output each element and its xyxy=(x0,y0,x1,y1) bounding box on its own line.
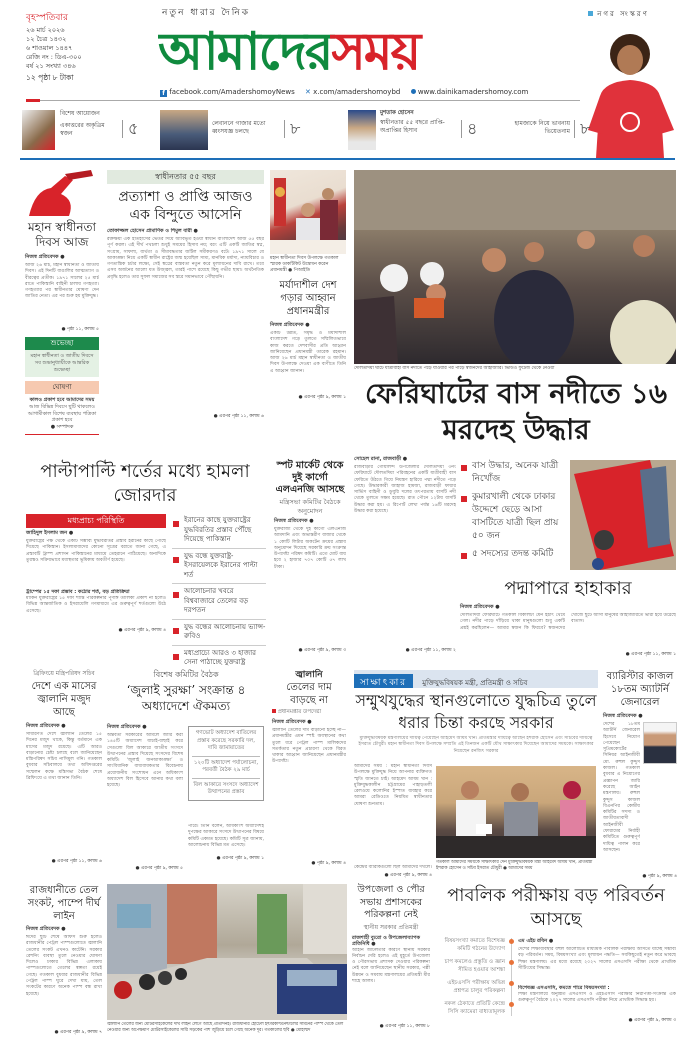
upazila-body: আইনি জটিলতার কারণে স্থানীয় সরকার নির্বাচন দেরি হলেও এই মুহূর্তে উপজেলা ও পৌরসভায় প্রশাসক দেওয়ার পরিকল্পনা নেই বলে জানিয়েছেন স্থানীয় সরকার, পল্লী উন্নয়ন ও সমবায় মন্ত্রণালয়ের প্রতিমন্ত্রী মীর শাহে আলম। xyxy=(352,947,430,984)
logo-red: সময় xyxy=(331,21,420,82)
interview-body: আমাদের সময় : মহান স্বাধীনতা দিবস উপলক্ষে মুক্তিযুদ্ধ নিয়ে আপনার ব্যক্তিগত স্মৃতি জানতে চাই। আহমেদ আযম খান : মুক্তিযুদ্ধকালীন চট্টগ্রামের পাহাড়তলী রেলওয়ে কলোনির ইস্পাত ব্যবহার করে আমরা রেডিওতে নিয়মিত স্বাধীনতার ঘোষণা শুনতাম। xyxy=(354,764,432,807)
july-highlight-box xyxy=(188,726,264,801)
pm-byline: নিজস্ব প্রতিবেদক ● xyxy=(270,322,310,328)
masthead-rule xyxy=(20,158,675,160)
lng-body: যুক্তরাজ্য থেকে দুই কার্গো এলএনজি আমদানি এবং অভ্যন্তরীণ বাজার থেকে ১ কোটি লিটার অকটেন ক্রয়ের প্রস্তাব অনুমোদন দিয়েছে সরকারি ক্রয় সংক্রান্ত উপদেষ্টা পরিষদ কমিটি। এতে মোট ব্যয় হবে ২ হাজার ৭০৭ কোটি ৫৭ লাখ টাকা। xyxy=(274,527,346,570)
interview-jump[interactable]: ● এরপর পৃষ্ঠা ৯, কলাম ৪ xyxy=(384,873,432,878)
pm-photo-caption: মহান স্বাধীনতা দিবস উপলক্ষে গতকাল স্মারক ডাকটিকিট উদ্বোধন করেন প্রধানমন্ত্রী ● পিআইডি xyxy=(270,256,339,273)
mideast-subhead: ট্রাম্পের ১৫ দফা প্রস্তাব : কঠোর শর্ত, বড় প্রতিক্রিয়া xyxy=(26,589,130,595)
issue-day: বৃহস্পতিবার xyxy=(26,13,68,23)
teaser-photo-politician xyxy=(160,110,208,150)
greeting-text: মহান স্বাধীনতা ও জাতীয় দিবসে সব শুভানুধ্যায়ীকে আন্তরিক শুভেচ্ছা xyxy=(25,350,99,377)
lead-headline[interactable]: প্রত্যাশা ও প্রাপ্তি আজও এক বিন্দুতে আসেনি xyxy=(118,189,253,223)
ferry-bullets xyxy=(460,460,566,561)
exam-story xyxy=(518,938,676,1024)
lead-story xyxy=(107,170,264,420)
exam-bullet: নকল ঠেকাতে প্রতিটি কেন্দ্রে সিসি ক্যামেরা বাধ্যতামূলক xyxy=(436,1001,505,1016)
fuel-price-story xyxy=(272,670,346,867)
interview-body-2: কেন্দ্রের ব্যারাকগুলো ছিল আমাদের দখলে। xyxy=(354,865,432,870)
logo-green: আমাদের xyxy=(158,21,332,82)
teaser-photo-musician xyxy=(22,110,55,150)
upazila-jump[interactable]: ● এরপর পৃষ্ঠা ১১, কলাম ৮ xyxy=(379,1023,430,1029)
padma-body: দৌলতদিয়া ফেরিঘাটে গতকাল বিকালটা যেন হঠাৎ থেমে গেল। নদীর পাড়ে দাঁড়িয়ে থাকা মানুষগুলো শুধু একটি প্রশ্নই করছিলেন— আমার স্বজন কি ফিরবে? স্বজনদের খোঁজে ছুটে আসা মানুষের আহাজারিতে ভারী হয়ে উঠেছে বাতাস। xyxy=(460,613,676,631)
fuel-price-body: জ্বালানি তেলের দাম বাড়ানো হচ্ছে না—প্রধানমন্ত্রীর এমন স্পষ্ট অবস্থানের কথা তুলে ধরে পেট্রল পাম্প মালিকদের সতর্কতার নতুন প্রচারণা থেকে বিরত থাকার আহ্বান জানিয়েছেন প্রধানমন্ত্রীর উপদেষ্টা। xyxy=(272,728,346,765)
facebook-icon: f xyxy=(160,90,167,97)
edition-text: নগর সংস্করণ xyxy=(597,10,649,18)
july-jump-2[interactable]: ● এরপর পৃষ্ঠা ৯, কলাম ১ xyxy=(216,856,264,861)
lng-jump[interactable]: ● এরপর পৃষ্ঠা ৯, কলাম ৩ xyxy=(298,648,346,653)
exam-bullet: চাপ কমলেও প্রস্তুতি ও জ্ঞান সীমিত হওয়ার আশঙ্কা xyxy=(436,959,505,974)
bullet-item: বাস উদ্ধার, অনেক যাত্রী নিখোঁজ xyxy=(460,460,566,486)
square-icon xyxy=(588,11,593,16)
jump-line[interactable]: ● পৃষ্ঠা ১১, কলাম ৫ xyxy=(61,327,99,332)
dot-icon xyxy=(509,960,514,965)
mideast-byline: জাহিদুল ইসলাম জন ● xyxy=(26,530,74,536)
mideast-body-2: মার্কিন যুক্তরাষ্ট্রের ১৫ দফা শান্তি পরিকল্পনার পূর্ণাঙ্গ তালিকা প্রকাশ না হলেও বিভিন্ন আন্তর্জাতিক ও ইসরায়েলি গণমাধ্যমে এর গুরুত্বপূর্ণ শর্তগুলো উঠে এসেছে। xyxy=(26,596,166,614)
teaser-1[interactable] xyxy=(20,108,155,152)
interview-photo-caption: গতকাল আমাদের সময়কে সাক্ষাৎকার দেন মুক্তিযুদ্ধবিষয়ক মন্ত্রী আহমেদ আযম খান, প্রতিমন্ত্রী ইশরাক হোসেন ও সচিব ইসরাত চৌধুরী ● আমাদের সময় xyxy=(436,860,593,871)
bullet-item: আলোচনার খবরে বিশ্ববাজারে তেলের বড় দরপতন xyxy=(172,587,266,620)
exam-headline[interactable]: পাবলিক পরীক্ষায় বড় পরিবর্তন আসছে xyxy=(447,885,665,930)
pm-headline[interactable]: মর্যাদাশীল দেশ গড়ার আহ্বান প্রধানমন্ত্রীর xyxy=(279,280,337,317)
teaser-page: ৮ xyxy=(574,120,590,138)
facebook-link[interactable]: facebook.com/AmadershomoyNews xyxy=(169,88,295,96)
website-link[interactable]: www.dainikamadershomoy.com xyxy=(417,88,529,96)
upazila-story xyxy=(352,884,430,1030)
fuel-price-byline: নিজস্ব প্রতিবেদক ● xyxy=(272,719,312,725)
issue-date-greg: ২৬ মার্চ ২০২৬ xyxy=(26,26,65,34)
dot-icon xyxy=(509,1002,514,1007)
july-jump[interactable]: ● এরপর পৃষ্ঠা ৯, কলাম ৫ xyxy=(135,866,183,871)
attorney-photo xyxy=(643,722,677,764)
fuel-stock-story xyxy=(26,670,102,865)
article-body: আজ ২৬ মার্চ, মহান স্বাধীনতা ও জাতীয় দিবস। এই দিনটি বাঙালির আত্মত্যাগ ও বীরত্বের প্রতীক। ১৯৭১ সালের ২৫ মার্চ রাতে পাকিস্তানি বাহিনী চালায় গণহত্যা। গণহত্যার পর স্বাধীনতার ঘোষণা দেন জাতির নেতা। এর পর শুরু হয় মুক্তিযুদ্ধ। xyxy=(25,263,99,300)
fuel-price-kicker: জ্বালানি xyxy=(295,670,323,680)
july-story xyxy=(107,670,265,714)
july-byline: নিজস্ব প্রতিবেদক ● xyxy=(107,724,147,730)
ferry-story-body xyxy=(354,456,456,654)
fuel-queue-photo xyxy=(107,884,347,1020)
fuel-price-headline[interactable]: তেলের দাম বাড়ছে না xyxy=(286,682,332,706)
oil-crisis-jump[interactable]: ● এরপর পৃষ্ঠা ৯, কলাম ৭ xyxy=(54,1030,102,1035)
teaser-kicker: মুশতাক হোসেন xyxy=(380,110,414,116)
attorney-jump[interactable]: ● পৃষ্ঠা ৯, কলাম ৪ xyxy=(642,874,677,879)
bullet-item: ৫ সদস্যের তদন্ত কমিটি xyxy=(460,548,566,561)
logo[interactable] xyxy=(158,20,578,84)
web-dot-icon xyxy=(411,89,416,94)
edition-label xyxy=(588,10,649,19)
lead-kicker: স্বাধীনতার ৫৫ বছর xyxy=(107,170,264,184)
ferry-jump[interactable]: ● এরপর পৃষ্ঠা ১১, কলাম ২ xyxy=(405,648,456,653)
teaser-title: একাত্তরের অকৃত্রিম স্বজন xyxy=(60,122,105,137)
july-body: অন্তর্বর্তী সরকারের আমলে জারি করা ১৪৫টি অধ্যাদেশ যাচাই-বাছাই করে সেগুলো বিল আকারে জাতীয় সংসদে উত্থাপনের প্রস্তাব দিয়েছে সংসদের বিশেষ কমিটি। ‘জুলাই জনআকাঙ্ক্ষা’ ও সাংবিধানিক বাধ্যবাধকতার বিবেচনায় প্রয়োজনীয় সংশোধন এনে অধিকাংশ অধ্যাদেশ বিল হিসেবে আনার কথা বলা হয়েছে। xyxy=(107,733,183,789)
july-headline[interactable]: ‘জুলাই সুরক্ষা’ সংক্রান্ত ৪ অধ্যাদেশে ঐকমত্য xyxy=(126,683,246,713)
headline[interactable]: মহান স্বাধীনতা দিবস আজ xyxy=(27,220,96,249)
upazila-deck: স্থানীয় সরকার প্রতিমন্ত্রী xyxy=(363,923,419,931)
pm-story xyxy=(270,170,346,401)
lng-deck: মন্ত্রিসভা কমিটির বৈঠকে অনুমোদন xyxy=(279,498,341,515)
lead-byline: তোফাজ্জল হোসেন প্রামাণিক ও শিমুল বারী ● xyxy=(107,228,198,234)
oil-crisis-body: ঈদের ছুটি শেষে অফিস শুরু হলেও রাজধানীর পেট্রল পাম্পগুলোতে জ্বালানি তেলের সংকট এখনও কাটেনি। সরকার রেশনিং ব্যবস্থা তুলে নেওয়ার ঘোষণা দিলেও ঢাকার বিভিন্ন এলাকায় পাম্পগুলোতে তেলের স্বল্পতা রয়েই গেছে। গতকাল বুধবার রাজধানীর বিভিন্ন পেট্রল পাম্প ঘুরে দেখা যায়, তেল সংকটের কারণে অনেক পাম্প বন্ধ রাখা হয়েছে। xyxy=(26,935,102,997)
interview-intro: মুক্তিযুদ্ধবিষয়ক মন্ত্রণালয়ের দায়িত্ব পেয়েছেন আহমেদ আযম খান। প্রতিমন্ত্রীর দায়িত্বে আছেন ইশরাক হোসেন এবং সচিবের দায়িত্বে ইসরাত চৌধুরী। মহান স্বাধীনতা দিবস উপলক্ষে সম্প্রতি এই তিনজন একটি যৌথ সাক্ষাৎকার দিয়েছেন আমাদের সময়কে। সাক্ষাৎকার নিয়েছেন রনজিৎ সরকার xyxy=(358,736,594,754)
bullet-item: যুদ্ধ বন্ধের আলোচনায় ভ্যান্স-রুবিও xyxy=(172,623,266,646)
july-body-col-2 xyxy=(188,824,264,862)
teaser-photo-columnist xyxy=(348,110,376,150)
x-link[interactable]: x.com/amadershomoybd xyxy=(313,88,401,96)
box-item: ১২০টি অধ্যাদেশ পর্যালোচনা, পরবর্তী বৈঠক ২৯ মার্চ xyxy=(192,757,260,779)
lng-byline: নিজস্ব প্রতিবেদক ● xyxy=(274,518,314,524)
mideast-story xyxy=(26,530,166,634)
mideast-bullets xyxy=(172,516,266,668)
lng-story xyxy=(274,460,346,654)
teaser-strip xyxy=(20,108,591,156)
interview-headline[interactable]: সম্মুখযুদ্ধের স্থানগুলোতে যুদ্ধচিত্র তুলে ধরার চিন্তা করছে সরকার xyxy=(355,691,597,732)
exam-body-2: শিক্ষা মন্ত্রণালয়ে অনুষ্ঠিত এসএসসি ও এইচএসসি পরীক্ষার নিরাপত্তা-সংক্রান্ত এক গুরুত্বপূর্ণ বৈঠকে ২০২৭ সালের এসএসসি পরীক্ষা নিয়ে প্রাথমিক সিদ্ধান্ত হয়। xyxy=(518,992,676,1004)
notice-text: আজ বিভিন্ন দিবসে ছুটি থাকলেও আগামীকাল বিশেষ ব্যবস্থায় পত্রিকা প্রকাশ হবে xyxy=(27,404,97,424)
notice-sign: ● সম্পাদক xyxy=(50,423,74,430)
photo-credit: ● আমাদের সময় xyxy=(503,865,533,871)
pm-body: একটি উন্নত, সমৃদ্ধ ও মর্যাদাশীল বাংলাদেশ গড়ে তুলতে সম্মিলিতভাবে কাজ করতে দেশবাসীর প্রতি আহ্বান জানিয়েছেন প্রধানমন্ত্রী তারেক রহমান। আজ ২৬ মার্চ মহান স্বাধীনতা ও জাতীয় দিবস উপলক্ষে দেওয়া এক বাণীতে তিনি এ আহ্বান জানান। xyxy=(270,331,346,374)
ferry-body: রাজবাড়ীর গোয়ালন্দ উপজেলার দৌলতদিয়া ৩নং ফেরিঘাটে দৌলতদিয়া পরিবহনের একটি যাত্রীবাহী বাস ফেরিতে উঠতে গিয়ে নিয়ন্ত্রণ হারিয়ে পদ্মা নদীতে পড়ে গেছে। উদ্ধারকারী জাহাজ হামজা, রাজবাড়ী ফায়ার সার্ভিস বাহিনী ও ডুবুরি দলের তৎপরতায় বাসটি নদী থেকে তুলতে সক্ষম হয়েছে। রাত পৌনে ১২টায় বাসটি উদ্ধার করা হয়। এ রিপোর্ট লেখা পর্যন্ত ১৬টি মরদেহ উদ্ধার করা হয়েছে। xyxy=(354,465,456,515)
exam-byline: এম এইচ রবিন ● xyxy=(518,938,554,944)
padma-byline: নিজস্ব প্রতিবেদক ● xyxy=(460,604,500,610)
mideast-label: মধ্যপ্রাচ্য পরিস্থিতি xyxy=(26,514,166,528)
ferry-headline[interactable]: ফেরিঘাটের বাস নদীতে ১৬ মরদেহ উদ্ধার xyxy=(364,377,668,446)
upazila-headline[interactable]: উপজেলা ও পৌর সভায় প্রশাসকের পরিকল্পনা নেই xyxy=(357,884,425,920)
dot-icon xyxy=(509,981,514,986)
fuel-stock-kicker: ব্রিফিংয়ে মন্ত্রিপরিষদ সচিব xyxy=(33,670,95,677)
independence-day-story xyxy=(25,170,99,435)
byline: নিজস্ব প্রতিবেদক ● xyxy=(25,254,65,260)
box-item: বিল আকারে সংসদে অধ্যাদেশ উত্থাপনের প্রস্তাব xyxy=(193,781,259,795)
fuel-price-deck: প্রধানমন্ত্রীর উপদেষ্টা xyxy=(272,709,346,716)
teaser-page: ৫ xyxy=(122,120,138,138)
interview-banner xyxy=(354,670,598,688)
notice-label: ঘোষণা xyxy=(25,381,99,394)
fuel-price-jump[interactable]: ● পৃষ্ঠা ৯, কলাম ৪ xyxy=(311,861,346,866)
exam-bullet: বিষয়সংখ্যা কমাতে বিশেষজ্ঞ কমিটি গঠনের উদ্যোগ xyxy=(436,938,505,953)
teaser-page: ৮ xyxy=(284,120,300,138)
tagline: নতুন ধারার দৈনিক xyxy=(162,8,250,18)
attorney-byline: নিজস্ব প্রতিবেদক ● xyxy=(603,713,643,719)
bullet-item: কুমারখালী থেকে ঢাকার উদ্দেশে ছেড়ে আসা বাসটিতে যাত্রী ছিল প্রায় ৫০ জন xyxy=(460,491,566,543)
exam-body: দেশের শিক্ষাব্যবস্থার বহুল আলোচিত মাধ্যমিক পাবলিক পরীক্ষায় আসতে যাচ্ছে সম্ভাব্য বড় পরিবর্তন। সময়, বিষয়সংখ্যা এবং মূল্যায়ন পদ্ধতি— সবকিছুতেই নতুন করে ভাবছে শিক্ষা মন্ত্রণালয়। এর মধ্যে রয়েছে ২০২৭ সালের এসএসসি পরীক্ষা থেকে প্রাথমিক সীটিংয়ের সিদ্ধান্ত। xyxy=(518,947,676,971)
bullet-item: যুদ্ধ বন্ধে যুক্তরাষ্ট্র-ইসরায়েলকে ইরানের পাল্টা শর্ত xyxy=(172,552,266,585)
exam-jump[interactable]: ● এরপর পৃষ্ঠা ৯, কলাম ৩ xyxy=(628,1018,676,1023)
mideast-headline[interactable]: পাল্টাপাল্টি শর্তের মধ্যে হামলা জোরদার xyxy=(40,461,250,506)
registration-number: রেজি নং : ডিএ-৩০০ xyxy=(26,53,82,61)
fuel-stock-byline: নিজস্ব প্রতিবেদক ● xyxy=(26,723,66,729)
photo-credit: ● পিআইডি xyxy=(288,268,311,273)
fuel-stock-jump[interactable]: ● এরপর পৃষ্ঠা ১১, কলাম ৬ xyxy=(51,859,102,864)
attorney-story xyxy=(603,670,677,880)
teaser-title: লেবাননে গাজার মতো ধ্বংসযজ্ঞ চলছে xyxy=(212,120,266,135)
exam-subhead: বিশেষজ্ঞ এসএসসি, কমতে পারে বিষয়সংখ্যা : xyxy=(518,985,610,991)
oil-crisis-story xyxy=(26,884,102,1036)
square-bullet-icon xyxy=(272,709,276,713)
attorney-body: দেশের ১৮তম অ্যাটর্নি জেনারেল হিসেবে নিয়োগ পেয়েছেন সুপ্রিমকোর্টের সিনিয়র আইনজীবী মো. রুহুল কুদ্দুস কাজল। গতকাল বুধবার এ নিয়োগের প্রজ্ঞাপন জারি করেছে আইন মন্ত্রণালয়। রুহুল কুদ্দুস কাজল বিএনপির কেন্দ্রীয় কমিটির সদস্য ও জাতীয়তাবাদী আইনজীবী ফোরামের নির্বাহী কমিটিতে গুরুত্বপূর্ণ দায়িত্ব পালন করে আসছেন। xyxy=(603,722,640,853)
july-body-2: পারে। তিনি বলেন, অধিকাংশ অধ্যাদেশই দুপক্ষের আকারে সংসদে উত্থাপনের বিষয়ে কমিটি একমত হয়েছে। কমিটি সূত্র জানায়, আলোচনায় বিভিন্ন মত এসেছে। xyxy=(188,824,264,848)
teaser-2[interactable] xyxy=(160,108,310,152)
mideast-body: যুক্তরাষ্ট্রের পক্ষ থেকে একটি সম্ভাব্য যুদ্ধবিরতির প্রস্তাব ইরানের কাছে পৌঁছে দিয়েছে পাকিস্তান। ইসলামাবাদের কোনো সূত্রের বরাতে জানা গেছে, এ প্রস্তাবটি ট্রাম্প প্রশাসন পাকিস্তানের মাধ্যমে তেহরানে পাঠিয়েছে। অন্যদিকে তুরস্কও সক্রিয়ভাবে মধ্যস্থতার ভূমিকায় অবতীর্ণ হয়েছে। xyxy=(26,539,166,563)
page-price: ১২ পৃষ্ঠা ৮ টাকা xyxy=(26,73,74,82)
interview-subject: মুক্তিযুদ্ধবিষয়ক মন্ত্রী, প্রতিমন্ত্রী ও সচিব xyxy=(422,679,528,687)
bullet-item: ইরানের কাছে যুক্তরাষ্ট্রের যুদ্ধবিরতির প্রস্তাব পৌঁছে দিয়েছে পাকিস্তান xyxy=(172,516,266,549)
pm-jump[interactable]: ● এরপর পৃষ্ঠা ৯, কলাম ১ xyxy=(298,395,346,400)
lead-body: রক্তক্ষয়ী এক ইতিহাসের ভেতর দিয়ে আবির্ভূত হওয়া স্বাধীন বাংলাদেশ আজ ৫৫ বছর পূর্ণ করল। এই দীর্ঘ পথচলা শুধুই সময়ের হিসাব নয়; বরং এটি একটি জাতির স্বপ্ন, সংগ্রাম, সাফল্য, ব্যর্থতা ও সীমাবদ্ধতার জটিল সমীকরণও বটে। ১৯৭১ সালে যে আকাঙ্ক্ষা নিয়ে একটি স্বাধীন রাষ্ট্রের জন্ম হয়েছিল সাম্য, মানবিক মর্যাদা, ন্যায়বিচার ও গণতান্ত্রিক চর্চার লক্ষ্যে, সেই স্বপ্নের বাস্তবতা নতুন করে মূল্যায়নের দাবি রাখে। তবে এসব অর্জনের আলো যত উজ্জ্বল, তারই পাশে রয়েছে কিছু গভীর ছায়া। অর্থনৈতিক প্রবৃদ্ধি হলেও তার সুফল সমাজের সব স্তরে সমানভাবে পৌঁছায়নি। xyxy=(107,237,264,280)
teaser-kicker: বিশেষ আয়োজন xyxy=(60,110,100,117)
teaser-page: ৪ xyxy=(461,120,477,138)
interview-photo xyxy=(436,766,596,858)
teaser-3[interactable] xyxy=(348,108,503,152)
exam-bullets xyxy=(436,938,512,1016)
independence-illustration xyxy=(25,170,99,216)
box-item: গণভোট অধ্যাদেশ বাতিলের প্রস্তাব করেছে সরকারি দল, দাবি জামায়াতের xyxy=(192,730,260,757)
ferry-photo-caption: দৌলতদিয়া ঘাটে যাত্রীবাহী বাস নদীতে পড়ে যাওয়ার পর পাড়ে স্বজনদের আহাজারি। ভিডিও ফুটেজ থেকে নেওয়া xyxy=(354,366,555,371)
fuel-queue-caption: জ্বালানি তেলের জন্য মোটরসাইকেলের দীর্ঘ লাইন লেগে আছে প্রতিদিনই। রাজধানীর হোটেল ইন্টারকন্টিনেন্টালের সামনের পাম্প থেকে তেল নেওয়ার জন্য অপেক্ষমাণ মোটরসাইকেলের সারি সড়কের পাশ জুড়িয়ে চলে গেছে অনেক দূর। গতকালের ছবি ● মোহাম্মদ xyxy=(107,1022,344,1033)
oil-crisis-byline: নিজস্ব প্রতিবেদক ● xyxy=(26,926,66,932)
bus-photo xyxy=(570,460,676,570)
teaser-4[interactable] xyxy=(510,108,600,152)
ferry-crowd-photo xyxy=(354,170,676,364)
interview-body-col xyxy=(354,764,432,879)
exam-bullet: এইচএসসি পরীক্ষায় অভিন্ন প্রশ্নপত্র চালুর পরিকল্পনা xyxy=(436,980,505,995)
greeting-label: শুভেচ্ছা xyxy=(25,337,99,350)
issue-date-hijri: ৬ শাওয়াল ১৪৪৭ xyxy=(26,44,73,52)
teaser-title: হামজাকে নিয়ে ভাবনায় ভিয়েতনাম xyxy=(514,120,570,135)
padma-story xyxy=(460,604,676,658)
fuel-stock-body: সাধারণত দেশে জ্বালানি তেলের ১৫ দিনের মজুদ থাকে, কিন্তু বর্তমানে এক মাসের মজুদ রয়েছে। এটি আরও বাড়ানোর চেষ্টা চলছে বলে জানিয়েছেন মন্ত্রিপরিষদ সচিব নাসিমুল গনি। গতকাল বুধবার সচিবালয়ে তথ্য অধিদপ্তরের সম্মেলন কক্ষে মন্ত্রিসভা বৈঠক শেষে ব্রিফিংয়ে এ তথ্য জানান তিনি। xyxy=(26,732,102,782)
padma-jump[interactable]: ● এরপর পৃষ্ঠা ১১, কলাম ১ xyxy=(625,652,676,657)
upazila-byline: রাজশাহী ব্যুরো ও উপজেলাব্যাপক প্রতিনিধি ● xyxy=(352,934,421,947)
interview-label: সাক্ষাৎকার xyxy=(354,674,413,688)
issue-info xyxy=(26,12,154,83)
social-links xyxy=(160,88,580,97)
ferry-byline: সোহেল রানা, রাজবাড়ী ● xyxy=(354,456,408,462)
volume-number: বর্ষ ২১ সংখ্যা ৩৪৬ xyxy=(26,62,76,70)
pm-photo xyxy=(270,170,346,254)
x-icon: ✕ xyxy=(305,88,311,96)
dot-icon xyxy=(509,939,514,944)
lng-headline[interactable]: স্পট মার্কেট থেকে দুই কার্গো এলএনজি আসছে xyxy=(275,460,345,495)
july-kicker: বিশেষ কমিটির বৈঠক xyxy=(153,670,219,679)
issue-date-bangla: ১২ চৈত্র ১৪৩২ xyxy=(26,35,67,43)
fuel-stock-headline[interactable]: দেশে এক মাসের জ্বালানি মজুদ আছে xyxy=(31,681,97,718)
lead-jump[interactable]: ● এরপর পৃষ্ঠা ১১, কলাম ৬ xyxy=(213,414,264,419)
attorney-headline[interactable]: ব্যারিস্টার কাজল ১৮তম অ্যাটর্নি জেনারেল xyxy=(606,671,674,708)
july-body-col xyxy=(107,724,183,872)
oil-crisis-headline[interactable]: রাজধানীতে তেল সংকট, পাম্পে দীর্ঘ লাইন xyxy=(27,885,101,922)
photo-credit: ● মোহাম্মদ xyxy=(290,1027,311,1033)
notice-title: কালও প্রকাশ হবে আমাদের সময় xyxy=(29,397,95,403)
teaser-title: স্বাধীনতার ৫৫ বছরে প্রাপ্তি-অপ্রাপ্তির হিসাব xyxy=(380,119,445,134)
bullet-item: মধ্যপ্রাচ্যে আরও ৩ হাজার সেনা পাঠাচ্ছে যুক্তরাষ্ট্র xyxy=(172,649,266,668)
padma-headline[interactable]: পদ্মাপারে হাহাকার xyxy=(504,578,632,599)
mideast-jump[interactable]: ● এরপর পৃষ্ঠা ৯, কলাম ৪ xyxy=(118,628,166,633)
